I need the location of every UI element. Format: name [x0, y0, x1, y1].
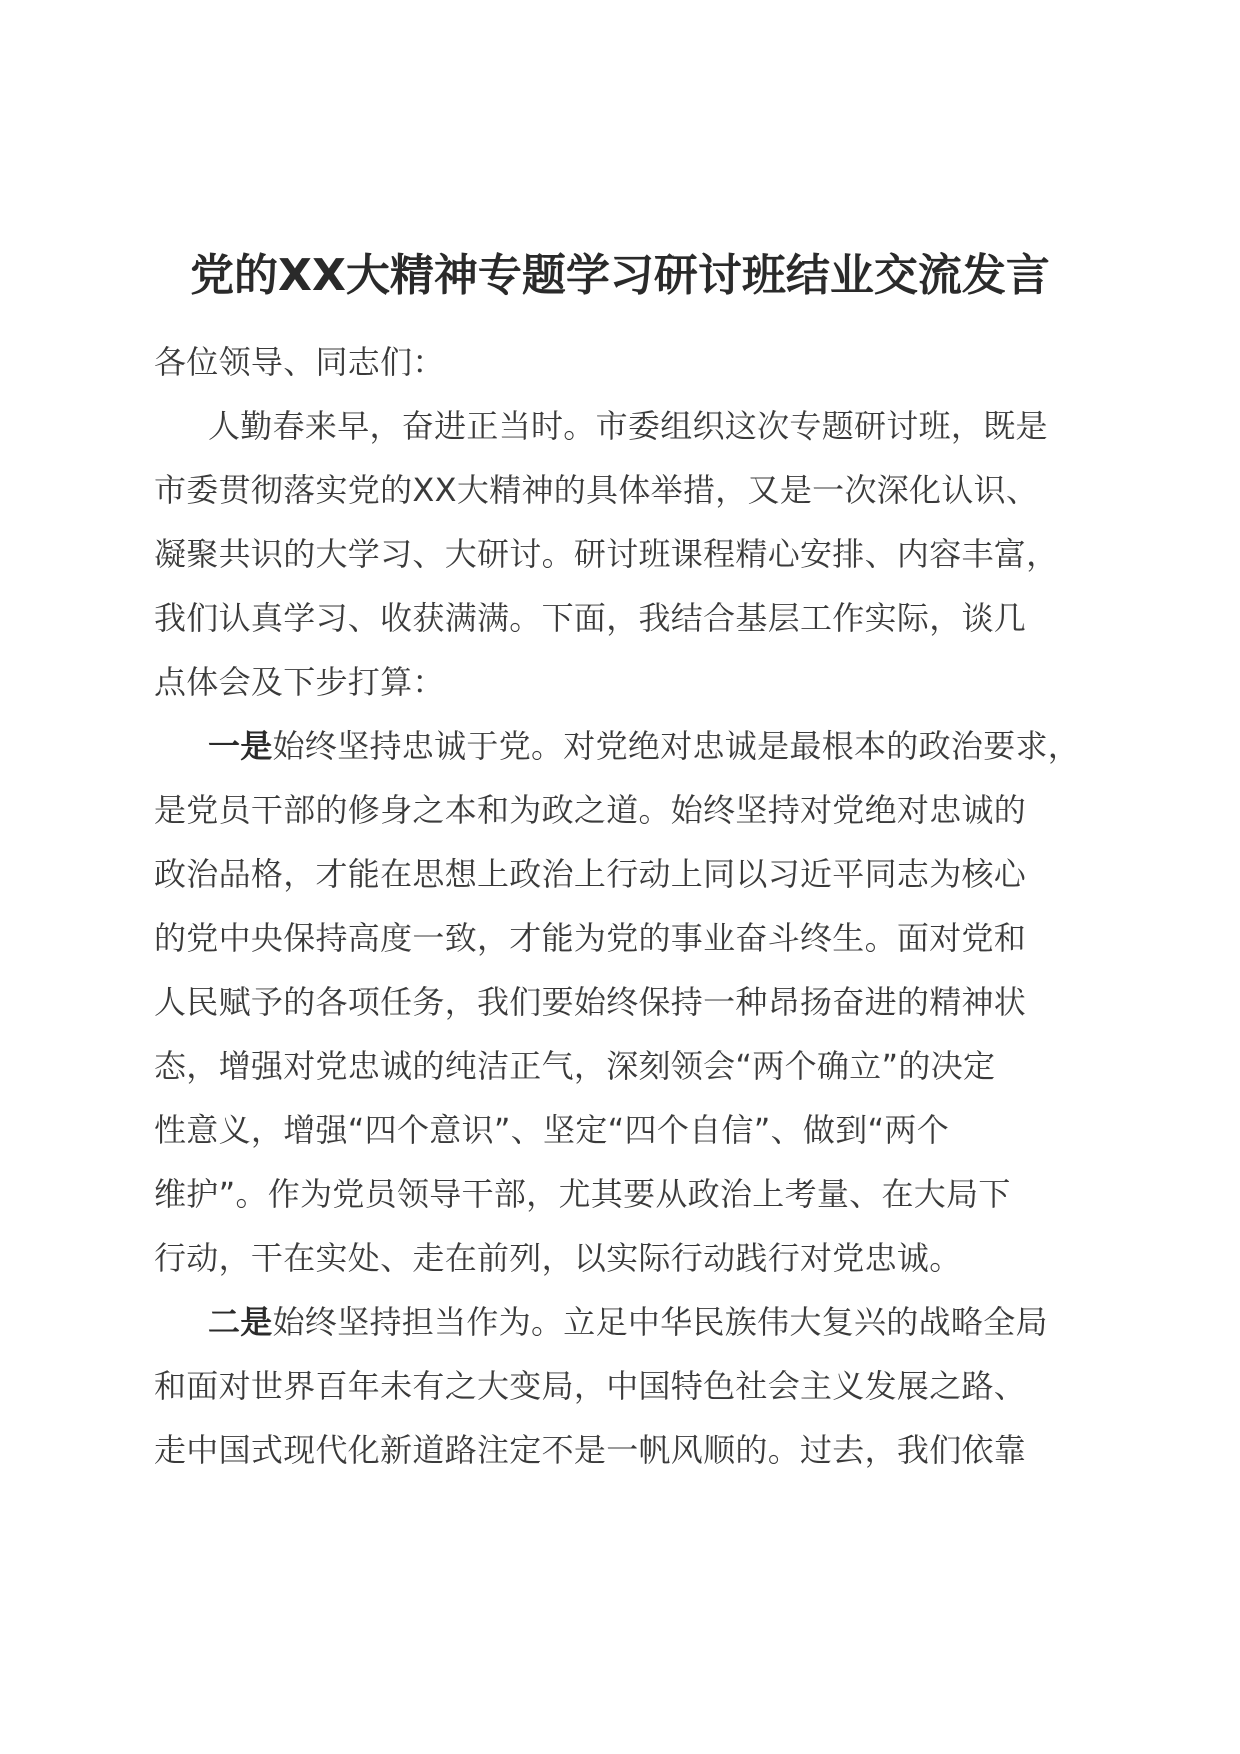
paragraph-line: 态，增强对党忠诚的纯洁正气，深刻领会“两个确立”的决定 [154, 1047, 996, 1085]
paragraph-line: 性意义，增强“四个意识”、坚定“四个自信”、做到“两个 [154, 1111, 949, 1149]
paragraph-line: 人勤春来早，奋进正当时。市委组织这次专题研讨班，既是 [208, 407, 1048, 445]
paragraph-line: 维护”。作为党员领导干部，尤其要从政治上考量、在大局下 [154, 1175, 1011, 1213]
document-title: 党的XX大精神专题学习研讨班结业交流发言 [190, 250, 1050, 301]
point-one-lead: 一是 [208, 727, 273, 765]
paragraph-line: 行动，干在实处、走在前列，以实际行动践行对党忠诚。 [154, 1239, 962, 1277]
point-two-first-line [208, 1290, 1048, 1354]
paragraph-line: 我们认真学习、收获满满。下面，我结合基层工作实际，谈几 [154, 599, 1027, 637]
paragraph-line: 市委贯彻落实党的XX大精神的具体举措，又是一次深化认识、 [154, 471, 1039, 509]
salutation: 各位领导、同志们： [154, 343, 445, 381]
point-one-text: 始终坚持忠诚于党。对党绝对忠诚是最根本的政治要求， [272, 727, 1081, 765]
paragraph-line: 是党员干部的修身之本和为政之道。始终坚持对党绝对忠诚的 [154, 791, 1027, 829]
paragraph-line: 走中国式现代化新道路注定不是一帆风顺的。过去，我们依靠 [154, 1431, 1027, 1469]
paragraph-line: 的党中央保持高度一致，才能为党的事业奋斗终生。面对党和 [154, 919, 1027, 957]
paragraph-line: 凝聚共识的大学习、大研讨。研讨班课程精心安排、内容丰富， [154, 535, 1059, 573]
paragraph-line: 点体会及下步打算： [154, 663, 445, 701]
point-one-first-line [208, 714, 1080, 778]
paragraph-line: 政治品格，才能在思想上政治上行动上同以习近平同志为核心 [154, 855, 1027, 893]
point-two-text: 始终坚持担当作为。立足中华民族伟大复兴的战略全局 [272, 1303, 1048, 1341]
paragraph-line: 和面对世界百年未有之大变局，中国特色社会主义发展之路、 [154, 1367, 1027, 1405]
paragraph-line: 人民赋予的各项任务，我们要始终保持一种昂扬奋进的精神状 [154, 983, 1027, 1021]
point-two-lead: 二是 [208, 1303, 273, 1341]
